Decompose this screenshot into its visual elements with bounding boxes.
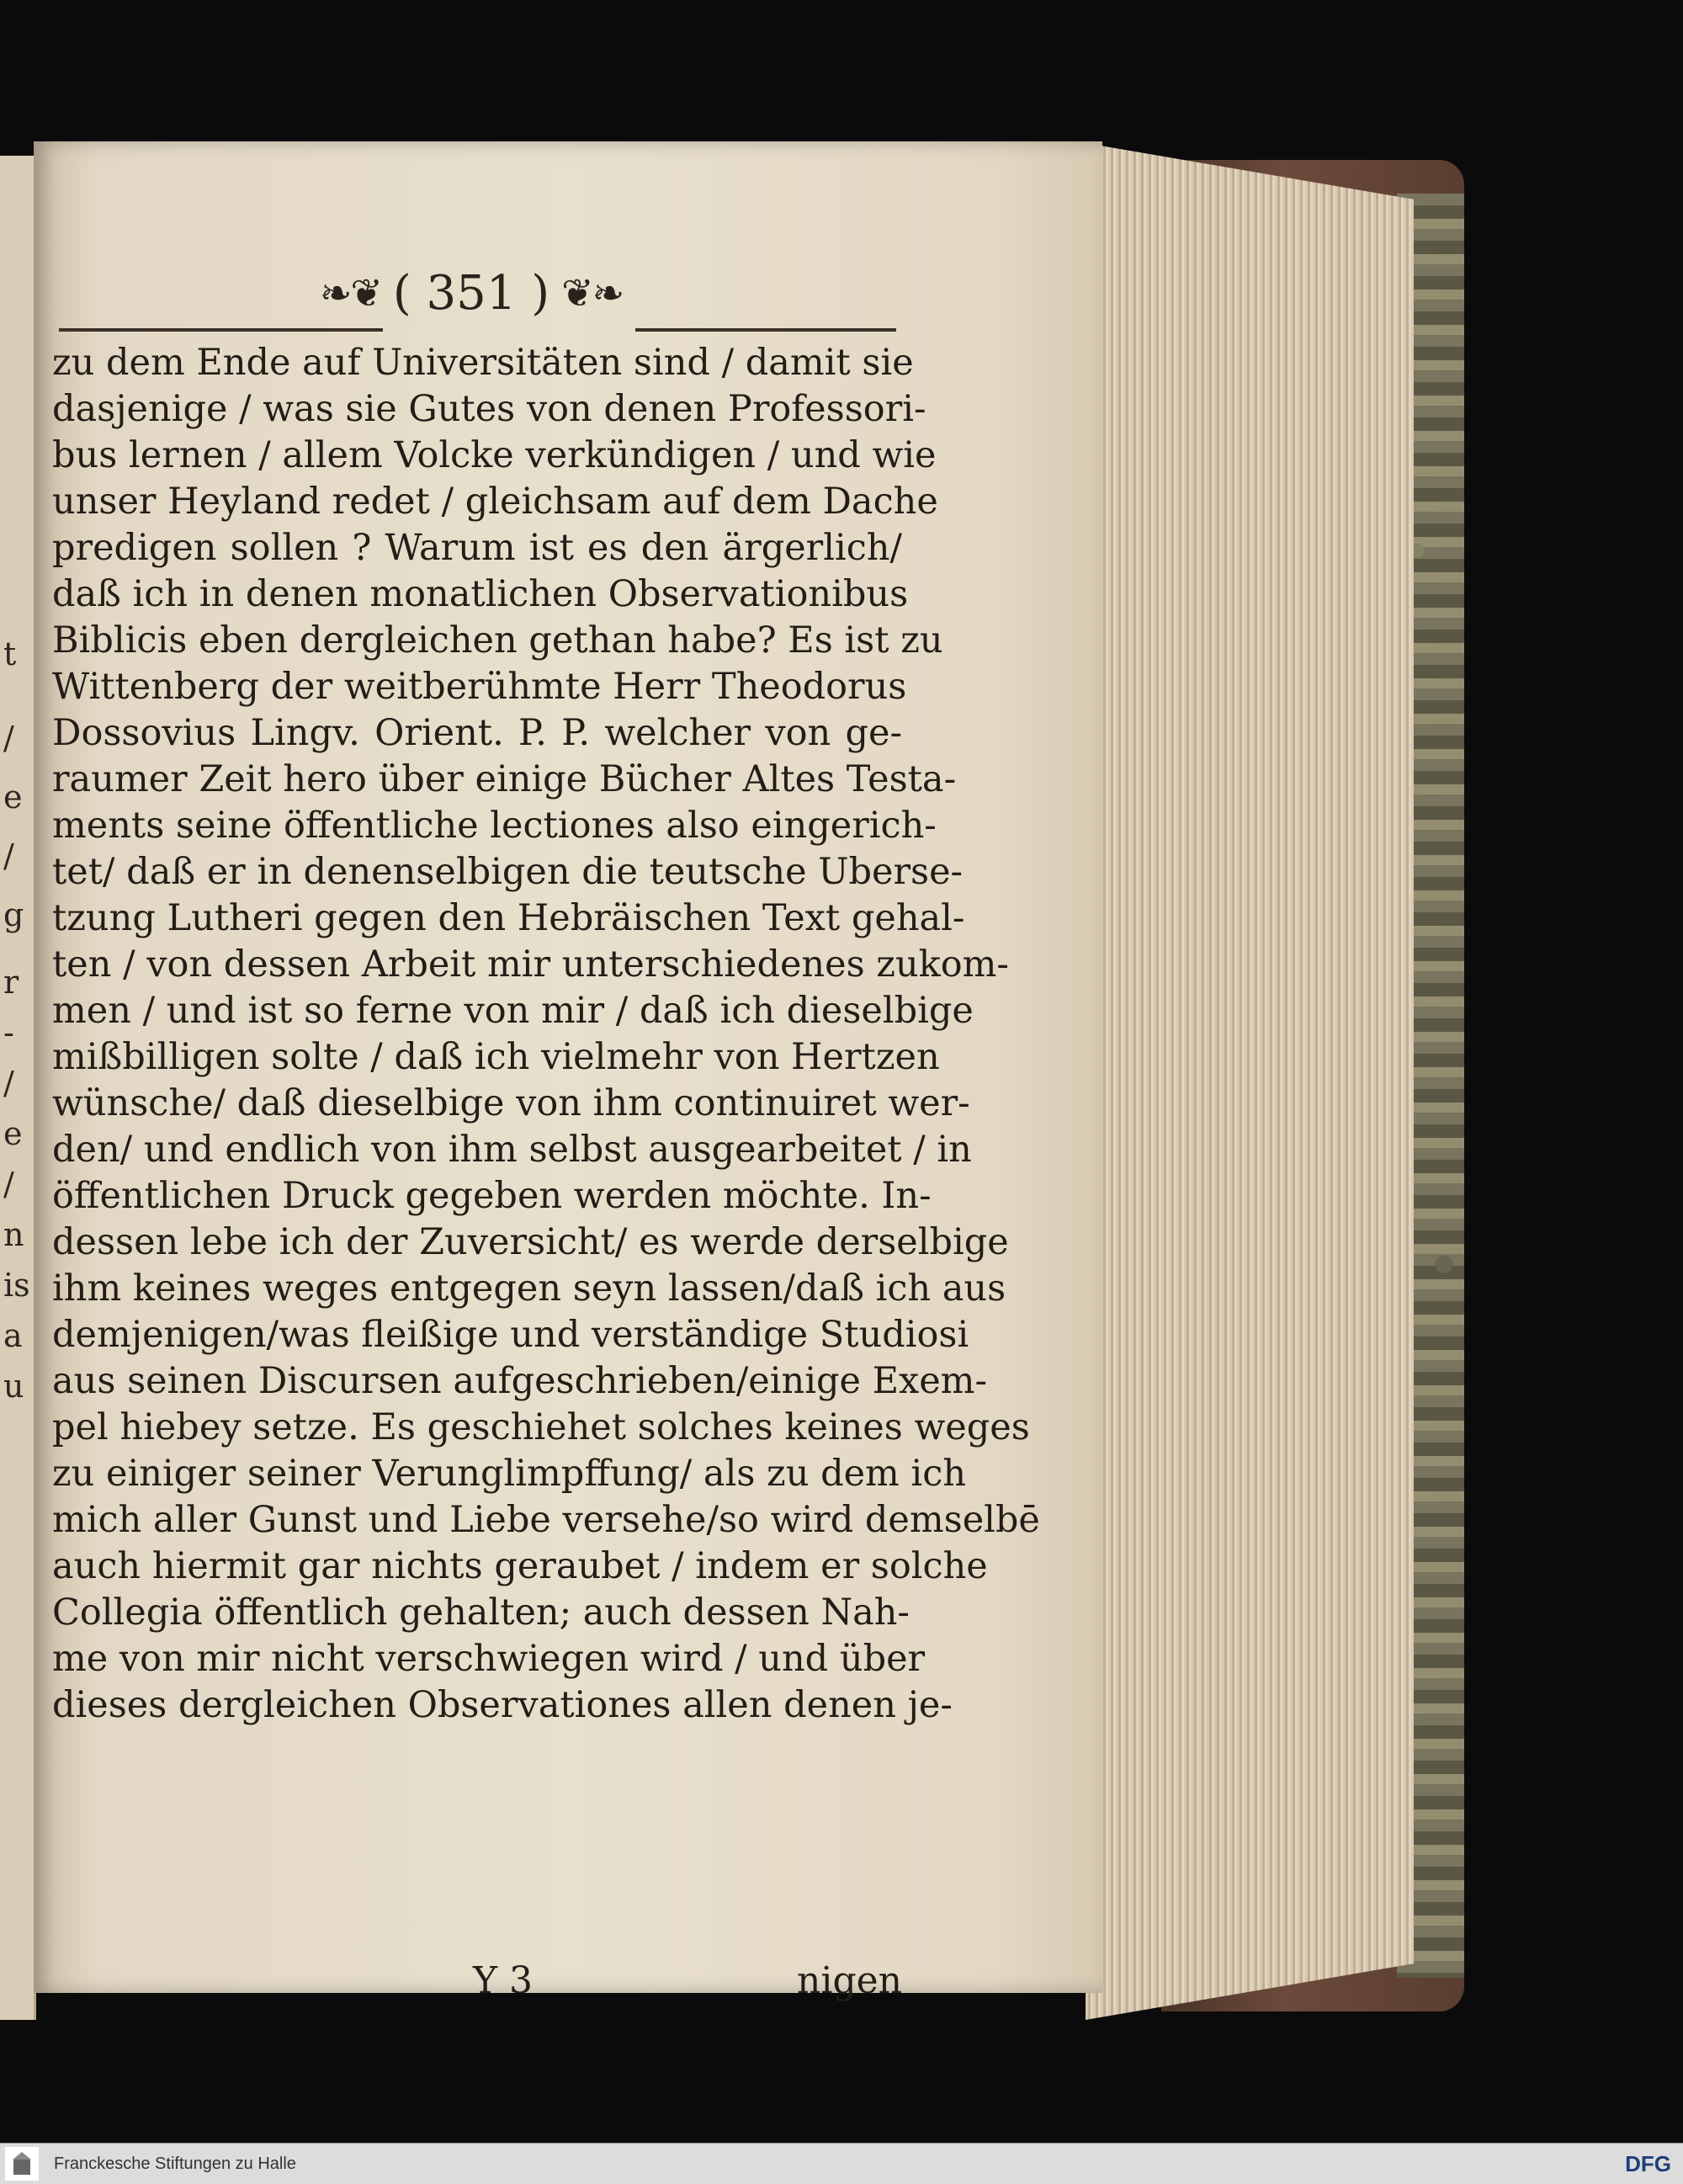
running-head <box>295 259 648 327</box>
text-line: unser Heyland redet / gleichsam auf dem Dache <box>52 481 938 523</box>
left-page-fragment: n <box>3 1216 24 1253</box>
text-line: ten / von dessen Arbeit mir unterschiedenes zukom- <box>52 943 1009 986</box>
left-page-fragment: - <box>3 1014 14 1051</box>
left-page-fragment: e <box>3 778 23 816</box>
text-line: demjenigen/was fleißige und verständige Studiosi <box>52 1314 969 1356</box>
text-line: men / und ist so ferne von mir / daß ich dieselbige <box>52 990 974 1032</box>
text-line: Dossovius Lingv. Orient. P. P. welcher von ge- <box>52 712 902 754</box>
text-line: wünsche/ daß dieselbige von ihm continuiret wer- <box>52 1082 970 1124</box>
text-line: daß ich in denen monatlichen Observationibus <box>52 573 909 615</box>
left-page-fragment: / <box>3 1166 14 1203</box>
text-line: bus lernen / allem Volcke verkündigen / und wie <box>52 434 937 476</box>
ornament-right-icon: ❦❧ <box>561 270 624 316</box>
catchword: nigen <box>797 1959 902 2002</box>
text-line: zu einiger seiner Verunglimpffung/ als zu dem ich <box>52 1453 967 1495</box>
viewer-footer-bar <box>0 2143 1683 2184</box>
institution-name: Franckesche Stiftungen zu Halle <box>54 2154 296 2173</box>
text-line: aus seinen Discursen aufgeschrieben/einige Exem- <box>52 1360 987 1402</box>
page-body-text <box>52 340 1040 1729</box>
left-page-fragment: g <box>3 896 24 933</box>
text-line: auch hiermit gar nichts geraubet / indem er solche <box>52 1545 988 1587</box>
text-line: mißbilligen solte / daß ich vielmehr von Hertzen <box>52 1036 940 1078</box>
page-footer <box>52 1959 902 2010</box>
book-fore-edge <box>1086 143 1414 2020</box>
text-line: dasjenige / was sie Gutes von denen Professori- <box>52 388 926 430</box>
left-page-fragment: / <box>3 1065 14 1102</box>
left-page-fragment: is <box>3 1267 30 1304</box>
text-line: ihm keines weges entgegen seyn lassen/daß ich aus <box>52 1267 1006 1310</box>
text-line: Wittenberg der weitberühmte Herr Theodorus <box>52 666 907 708</box>
left-page-fragment: t <box>3 635 17 672</box>
text-line: Biblicis eben dergleichen gethan habe? Es ist zu <box>52 619 943 662</box>
text-line: pel hiebey setze. Es geschiehet solches keines weges <box>52 1406 1030 1448</box>
left-page-fragments <box>0 156 34 2020</box>
text-line: me von mir nicht verschwiegen wird / und über <box>52 1638 926 1680</box>
text-line: tzung Lutheri gegen den Hebräischen Text gehal- <box>52 897 965 939</box>
institution-logo-icon <box>5 2147 39 2181</box>
left-page-fragment: r <box>3 964 19 1001</box>
text-line: predigen sollen ? Warum ist es den ärgerlich/ <box>52 527 902 569</box>
left-page-fragment: / <box>3 837 14 874</box>
text-line: tet/ daß er in denenselbigen die teutsche Uberse- <box>52 851 964 893</box>
left-page-fragment: a <box>3 1317 23 1354</box>
left-page-fragment: u <box>3 1368 24 1405</box>
head-rule-right <box>635 328 896 332</box>
ornament-left-icon: ❧❦ <box>319 270 381 316</box>
dfg-logo: DFG <box>1625 2150 1671 2176</box>
left-page-fragment: / <box>3 720 14 757</box>
signature-mark: Y 3 <box>473 1959 534 2002</box>
book-page <box>34 141 1102 2002</box>
text-line: Collegia öffentlich gehalten; auch dessen Nah- <box>52 1592 910 1634</box>
text-line: ments seine öffentliche lectiones also eingerich- <box>52 805 937 847</box>
text-line: öffentlichen Druck gegeben werden möchte. In- <box>52 1175 932 1217</box>
text-line: den/ und endlich von ihm selbst ausgearbeitet / in <box>52 1129 972 1171</box>
page-number: ( 351 ) <box>392 265 550 321</box>
head-rule-left <box>59 328 383 332</box>
text-line: mich aller Gunst und Liebe versehe/so wird demselbē <box>52 1499 1040 1541</box>
text-line: dessen lebe ich der Zuversicht/ es werde derselbige <box>52 1221 1009 1263</box>
left-page-fragment: e <box>3 1115 23 1152</box>
text-line: dieses dergleichen Observationes allen denen je- <box>52 1684 953 1726</box>
text-line: zu dem Ende auf Universitäten sind / damit sie <box>52 342 914 384</box>
text-line: raumer Zeit hero über einige Bücher Altes Testa- <box>52 758 957 800</box>
